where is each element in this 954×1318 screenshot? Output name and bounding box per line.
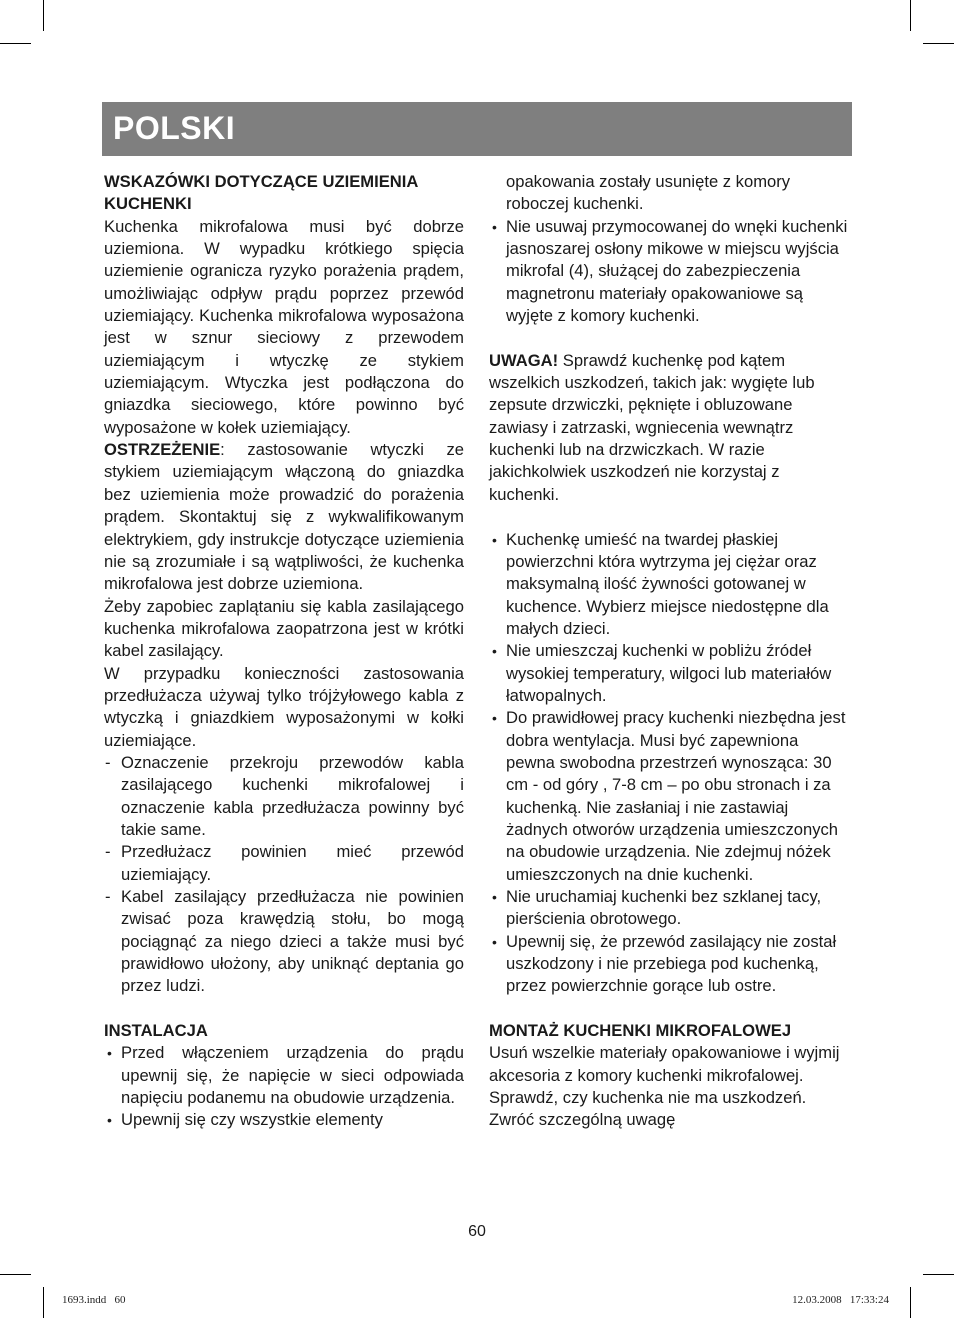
crop-mark [43,1287,44,1318]
placement-list [489,529,849,998]
list-item: • Upewnij się, że przewód zasilający nie został uszkodzony i nie przebiega pod kuchenką, przez powierzchnie gorące lub ostre. [489,931,849,998]
language-banner [102,102,852,156]
crop-mark [0,1274,31,1275]
list-item: - Kabel zasilający przedłużacza nie powinien zwisać poza krawędzią stołu, bo mogą pociągnąć za niego dzieci a także musi być prawidłowo ułożony, aby uniknąć deptania go przez ludzi. [104,886,464,998]
caution-paragraph [489,350,849,506]
list-item: • Przed włączeniem urządzenia do prądu upewnij się, że napięcie w sieci odpowiada napięciu podanemu na obudowie urządzenia. [104,1042,464,1109]
list-item: • Nie uruchamiaj kuchenki bez szklanej tacy, pierścienia obrotowego. [489,886,849,931]
crop-mark [0,43,31,44]
caution-text: Sprawdź kuchenkę pod kątem wszelkich uszkodzeń, takich jak: wygięte lub zepsute drzwiczki, pęknięte i obluzowane zawiasy i zatrzaski, wgniecenia wewnątrz kuchenki lub na drzwiczkach. W razie jakichkolwiek uszkodzeń nie korzystaj z kuchenki. [489,350,815,504]
installation-list-continued [489,171,849,327]
crop-mark [923,1274,954,1275]
crop-mark [910,0,911,31]
installation-list [104,1042,464,1131]
file-info: 1693.indd 60 [62,1294,126,1306]
left-column [104,171,464,1132]
right-column [489,171,849,1132]
date-info: 12.03.2008 17:33:24 [792,1294,889,1306]
section-heading-installation: INSTALACJA [104,1021,208,1041]
warning-paragraph [104,439,464,595]
list-item: - Oznaczenie przekroju przewodów kabla zasilającego kuchenki mikrofalowej i oznaczenie kabla przedłużacza powinny być takie same. [104,752,464,841]
warning-text: : zastosowanie wtyczki ze stykiem uziemiającym włączoną do gniazdka bez uziemienia może prowadzić do porażenia prądem. Skontaktuj się z wykwalifikowanym elektrykiem, gdy instrukcje dotyczące uziemienia nie są zrozumiałe i są wątpliwości, że kuchenka mikrofalowa jest dobrze uziemiona. [104,440,464,594]
list-item: • Nie umieszczaj kuchenki w pobliżu źródeł wysokiej temperatury, wilgoci lub materiałów łatwopalnych. [489,640,849,707]
list-item: • Nie usuwaj przymocowanej do wnęki kuchenki jasnoszarej osłony mikowe w miejscu wyjścia mikrofal (4), służącej do zabezpieczenia magnetronu materiały opakowaniowe są wyjęte z komory kuchenki. [489,216,849,328]
extension-list [104,752,464,998]
crop-mark [923,43,954,44]
page-number: 60 [468,1223,486,1240]
warning-label: OSTRZEŻENIE [104,440,221,460]
section-heading-grounding: WSKAZÓWKI DOTYCZĄCE UZIEMIENIA KUCHENKI [104,172,418,214]
crop-mark [43,0,44,31]
list-item: • Kuchenkę umieść na twardej płaskiej powierzchni która wytrzyma jej ciężar oraz maksymalną ilość żywności gotowanej w kuchence. Wybierz miejsce niedostępne dla małych dzieci. [489,529,849,641]
section-heading-assembly: MONTAŻ KUCHENKI MIKROFALOWEJ [489,1021,792,1041]
list-item: • Do prawidłowej pracy kuchenki niezbędna jest dobra wentylacja. Musi być zapewniona pewna swobodna przestrzeń wynosząca: 30 cm - od góry , 7-8 cm – po obu stronach i za kuchenką. Nie zasłaniaj i nie zastawiaj żadnych otworów urządzenia umieszczonych na obudowie urządzenia. Nie zdejmuj nóżek umieszczonych na dnie kuchenki. [489,707,849,886]
crop-mark [910,1287,911,1318]
continuation-text: opakowania zostały usunięte z komory roboczej kuchenki. [506,172,791,214]
list-item-continuation [489,171,849,216]
paragraph-assembly: Usuń wszelkie materiały opakowaniowe i wyjmij akcesoria z komory kuchenki mikrofalowej. Sprawdź, czy kuchenka nie ma uszkodzeń. Zwróć szczególną uwagę [489,1043,840,1130]
caution-label: UWAGA! [489,350,559,370]
paragraph-extension: W przypadku konieczności zastosowania przedłużacza używaj tylko trójżyłowego kabla z wtyczką i gniazdkiem wyposażonymi w kołki uziemiające. [104,663,464,750]
list-item: • Upewnij się czy wszystkie elementy [104,1109,464,1131]
list-item: - Przedłużacz powinien mieć przewód uziemiający. [104,841,464,886]
paragraph-short-cable: Żeby zapobiec zaplątaniu się kabla zasilającego kuchenka mikrofalowa zaopatrzona jest w krótki kabel zasilający. [104,596,464,661]
page-title: POLSKI [113,110,236,146]
paragraph-grounding: Kuchenka mikrofalowa musi być dobrze uziemiona. W wypadku krótkiego spięcia uziemienie ogranicza ryzyko porażenia prądem, umożliwiając odpływ prądu poprzez przewód uziemiający. Kuchenka mikrofalowa wyposażona jest w sznur sieciowy z przewodem uziemiającym i wtyczkę ze stykiem uziemiającym. Wtyczka jest podłączona do gniazdka sieciowego, które powinno być wyposażone w kołek uziemiający. [104,216,464,437]
